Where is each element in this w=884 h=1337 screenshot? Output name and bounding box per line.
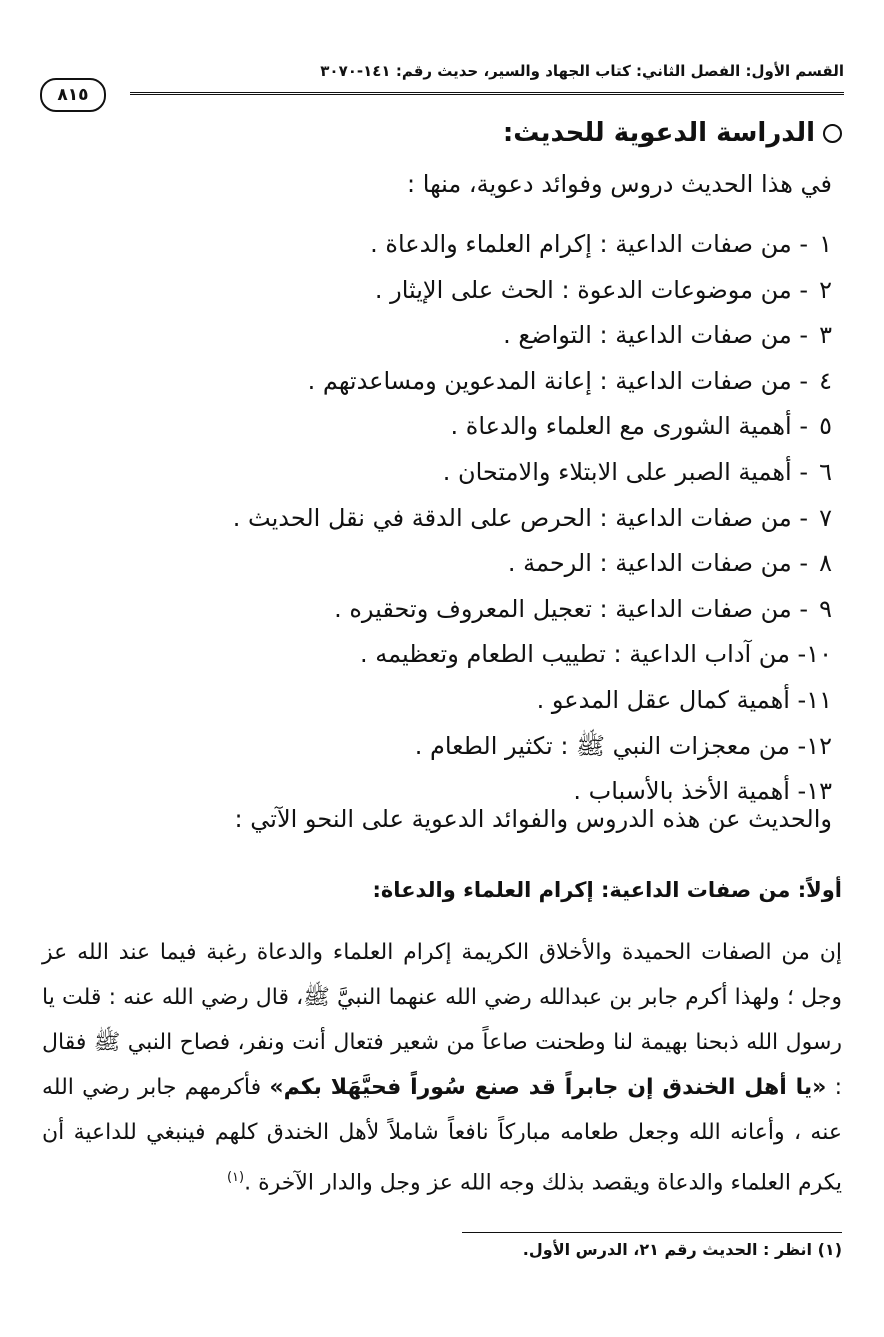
list-item-text: - أهمية كمال عقل المدعو . — [536, 685, 807, 714]
list-item-number: ٨ — [819, 549, 832, 578]
list-item-number: ٢ — [819, 275, 832, 304]
list-item-text: - أهمية الأخذ بالأسباب . — [573, 777, 807, 806]
section-intro: في هذا الحديث دروس وفوائد دعوية، منها : — [407, 170, 832, 198]
page-number: ٨١٥ — [40, 78, 106, 112]
list-item-number: ٦ — [819, 457, 832, 486]
running-header — [40, 60, 844, 105]
list-item-text: - أهمية الصبر على الابتلاء والامتحان . — [442, 457, 808, 486]
list-item-number: ١٣ — [806, 777, 832, 806]
list-item-number: ١١ — [806, 685, 832, 714]
list-item — [233, 632, 832, 678]
list-item-text: - من صفات الداعية : تعجيل المعروف وتحقيره . — [334, 594, 808, 623]
list-item — [233, 450, 832, 496]
list-item — [233, 496, 832, 542]
list-item-text: - من صفات الداعية : إعانة المدعوين ومساعدتهم . — [307, 366, 808, 395]
list-item-text: - من صفات الداعية : الرحمة . — [507, 549, 808, 578]
list-item-text: - من صفات الداعية : التواضع . — [503, 321, 808, 350]
list-item — [233, 678, 832, 724]
circle-bullet-icon — [823, 124, 842, 143]
list-item — [233, 359, 832, 405]
list-item-text: - من موضوعات الدعوة : الحث على الإيثار . — [374, 275, 808, 304]
body-paragraph — [42, 930, 842, 1205]
list-item-number: ٩ — [819, 594, 832, 623]
subsection-heading: أولاً: من صفات الداعية: إكرام العلماء والدعاة: — [372, 878, 842, 902]
list-item-text: - من صفات الداعية : الحرص على الدقة في نقل الحديث . — [232, 503, 808, 532]
section-closing: والحديث عن هذه الدروس والفوائد الدعوية على النحو الآتي : — [234, 805, 832, 833]
list-item — [233, 404, 832, 450]
list-item-number: ٣ — [819, 321, 832, 350]
header-title: القسم الأول: الفصل الثاني: كتاب الجهاد والسير، حديث رقم: ١٤١-٣٠٧٠ — [320, 62, 844, 80]
list-item-number: ١٢ — [806, 731, 832, 760]
list-item-number: ١ — [819, 230, 832, 258]
section-heading-text: الدراسة الدعوية للحديث: — [502, 118, 815, 148]
list-item-text: - من معجزات النبي ﷺ : تكثير الطعام . — [414, 731, 807, 760]
paragraph-text-1: إن من الصفات الحميدة والأخلاق الكريمة إكرام العلماء والدعاة رغبة فيما عند الله عز وجل ؛ ولهذا أكرم جابر بن عبدالله رضي الله عنهما النبيَّ ﷺ، قال رضي الله عنه : قلت يا رسول الله ذبحنا بهيمة لنا وطحنت صاعاً من شعير فتعال أنت ونفر، فصاح النبي ﷺ فقال : — [42, 940, 842, 1100]
list-item-text: - من آداب الداعية : تطييب الطعام وتعظيمه . — [360, 640, 807, 669]
list-item — [233, 724, 832, 770]
footnote: (١) انظر : الحديث رقم ٢١، الدرس الأول. — [522, 1240, 842, 1259]
list-item — [233, 268, 832, 314]
footnote-divider — [462, 1232, 842, 1233]
list-item-number: ٥ — [819, 412, 832, 441]
list-item — [233, 587, 832, 633]
list-item — [233, 541, 832, 587]
list-item-text: - أهمية الشورى مع العلماء والدعاة . — [450, 412, 808, 441]
header-rule — [130, 92, 844, 98]
hadith-quote: «يا أهل الخندق إن جابراً قد صنع سُوراً فحيَّهَلا بكم» — [269, 1075, 827, 1100]
section-heading — [503, 118, 842, 148]
list-item-text: - من صفات الداعية : إكرام العلماء والدعاة . — [370, 230, 808, 258]
footnote-reference[interactable]: (١) — [226, 1170, 245, 1185]
list-item-number: ١٠ — [806, 640, 832, 669]
paragraph-text-2: فأكرمهم جابر رضي الله عنه ، وأعانه الله وجعل طعامه مباركاً نافعاً شاملاً لأهل الخندق كلهم فينبغي للداعية أن يكرم العلماء والدعاة ويقصد بذلك وجه الله عز وجل والدار الآخرة . — [42, 1075, 842, 1196]
list-item — [233, 313, 832, 359]
list-item — [233, 222, 832, 268]
list-item-number: ٤ — [819, 366, 832, 395]
lessons-list — [233, 222, 832, 815]
list-item-number: ٧ — [819, 503, 832, 532]
